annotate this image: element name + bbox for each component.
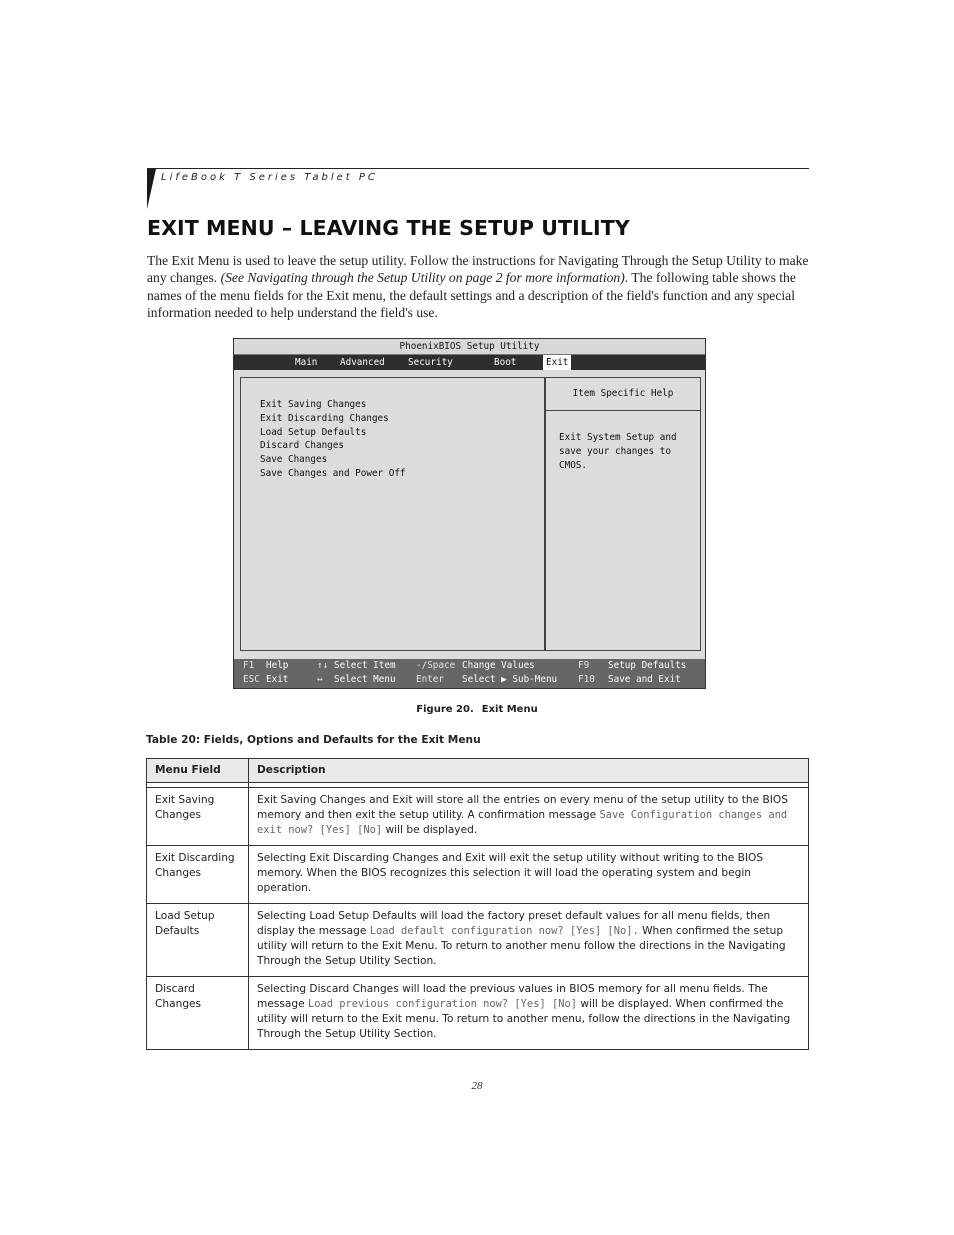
key-esc: ESC: [243, 674, 260, 685]
corner-mark: [147, 169, 156, 209]
bios-item-exit-saving-changes[interactable]: Exit Saving Changes: [260, 399, 367, 410]
menu-field-cell: Discard Changes: [147, 977, 249, 1050]
description-cell: Selecting Exit Discarding Changes and Exit will exit the setup utility without writing to the BIOS memory. When the BIOS recognizes this selection it will load the operating system and begin operation.: [249, 846, 809, 904]
exit-menu-table: [146, 758, 809, 1050]
bios-item-load-setup-defaults[interactable]: Load Setup Defaults: [260, 426, 367, 438]
message-text: Save Configuration changes and exit now? [Yes] [No]: [257, 809, 788, 836]
bios-help-line: save your changes to: [559, 446, 671, 457]
bios-help-text: [559, 431, 694, 473]
bios-key-legend: [234, 659, 705, 688]
table-row: [147, 788, 809, 846]
table-row: [147, 977, 809, 1050]
key-enter: Enter: [416, 674, 444, 685]
bios-item-discard-changes[interactable]: Discard Changes: [260, 440, 344, 452]
running-head-text: LifeBook T Series Tablet PC: [161, 172, 378, 183]
column-header-menu-field: Menu Field: [147, 759, 249, 783]
figure-title: Exit Menu: [481, 704, 538, 715]
bios-title: PhoenixBIOS Setup Utility: [234, 339, 705, 355]
description-text: Exit Saving Changes and Exit will store all the entries on every menu of the setup utility to the BIOS memory and then exit the setup utility. A confirmation message: [257, 794, 788, 821]
figure-caption: [0, 704, 954, 715]
key-esc-desc: Exit: [266, 674, 289, 685]
bios-item-save-changes-and-power-off[interactable]: Save Changes and Power Off: [260, 467, 406, 479]
page-title: EXIT MENU – LEAVING THE SETUP UTILITY: [147, 216, 630, 240]
key-f9: F9: [578, 660, 590, 671]
bios-menu-boot[interactable]: Boot: [494, 357, 517, 368]
intro-cross-reference: (See Navigating through the Setup Utility on page 2 for more information): [220, 270, 625, 286]
description-cell: [249, 904, 809, 977]
intro-text-1: The Exit Menu is used to leave the setup utility. Follow the instructions for Navigating Through the Setup Utility to make any changes.: [147, 253, 809, 286]
key-f1-desc: Help: [266, 660, 289, 671]
key-space-desc: Change Values: [462, 660, 535, 671]
table-row: [147, 904, 809, 977]
bios-help-line: Exit System Setup and: [559, 432, 677, 443]
bios-items-pane: [240, 377, 545, 651]
bios-item-exit-discarding-changes[interactable]: Exit Discarding Changes: [260, 412, 389, 424]
key-space: -/Space: [416, 660, 456, 671]
key-up-down: ↑↓: [317, 660, 329, 671]
bios-menu-main[interactable]: Main: [295, 357, 318, 368]
bios-screen: [233, 338, 706, 689]
key-up-down-desc: Select Item: [334, 660, 396, 671]
description-text: will be displayed. When confirmed the utility will return to the Exit menu. To return to another menu, follow the directions in the Navigating Through the Setup Utility Section.: [257, 998, 791, 1040]
menu-field-cell: Exit Discarding Changes: [147, 846, 249, 904]
running-head: [147, 168, 809, 211]
key-f10-desc: Save and Exit: [608, 674, 681, 685]
bios-menu-exit[interactable]: Exit: [543, 355, 571, 370]
message-text: Load previous configuration now? [Yes] [No]: [307, 998, 577, 1010]
table-header-row: [147, 759, 809, 783]
menu-field-cell: Exit Saving Changes: [147, 788, 249, 846]
key-enter-desc: Select ▶ Sub-Menu: [462, 674, 558, 685]
page-number: 28: [471, 1080, 483, 1092]
key-f9-desc: Setup Defaults: [608, 660, 687, 671]
table-caption: Table 20: Fields, Options and Defaults for the Exit Menu: [146, 734, 481, 746]
message-text: Load default configuration now? [Yes] [No].: [369, 925, 639, 937]
bios-help-header: Item Specific Help: [546, 378, 700, 411]
key-left-right: ↔: [317, 674, 323, 685]
key-f10: F10: [578, 674, 595, 685]
figure-number: Figure 20.: [416, 704, 474, 715]
table-row: [147, 846, 809, 904]
bios-menu-bar: [234, 355, 705, 370]
key-f1: F1: [243, 660, 255, 671]
description-text: When confirmed the setup utility will return to the Exit Menu. To return to another menu follow the directions in the Navigating Through the Setup Utility Section.: [257, 925, 786, 967]
description-text: Selecting Load Setup Defaults will load the factory preset default values for all menu fields, then display the message: [257, 910, 771, 937]
description-text: will be displayed.: [382, 824, 478, 836]
key-left-right-desc: Select Menu: [334, 674, 396, 685]
bios-item-save-changes[interactable]: Save Changes: [260, 454, 328, 466]
bios-help-pane: [545, 377, 701, 651]
intro-text-2: . The following table shows the names of the menu fields for the Exit menu, the default settings and a description of the field's function and any special information needed to help understand the field's use.: [147, 270, 796, 320]
bios-menu-advanced[interactable]: Advanced: [340, 357, 385, 368]
bios-help-line: CMOS.: [559, 460, 587, 471]
description-cell: [249, 977, 809, 1050]
description-text: Selecting Discard Changes will load the previous values in BIOS memory for all menu fields. The message: [257, 983, 768, 1010]
description-cell: [249, 788, 809, 846]
intro-paragraph: [147, 252, 811, 321]
menu-field-cell: Load Setup Defaults: [147, 904, 249, 977]
bios-menu-security[interactable]: Security: [408, 357, 453, 368]
column-header-description: Description: [249, 759, 809, 783]
bios-items-list: [260, 398, 406, 481]
